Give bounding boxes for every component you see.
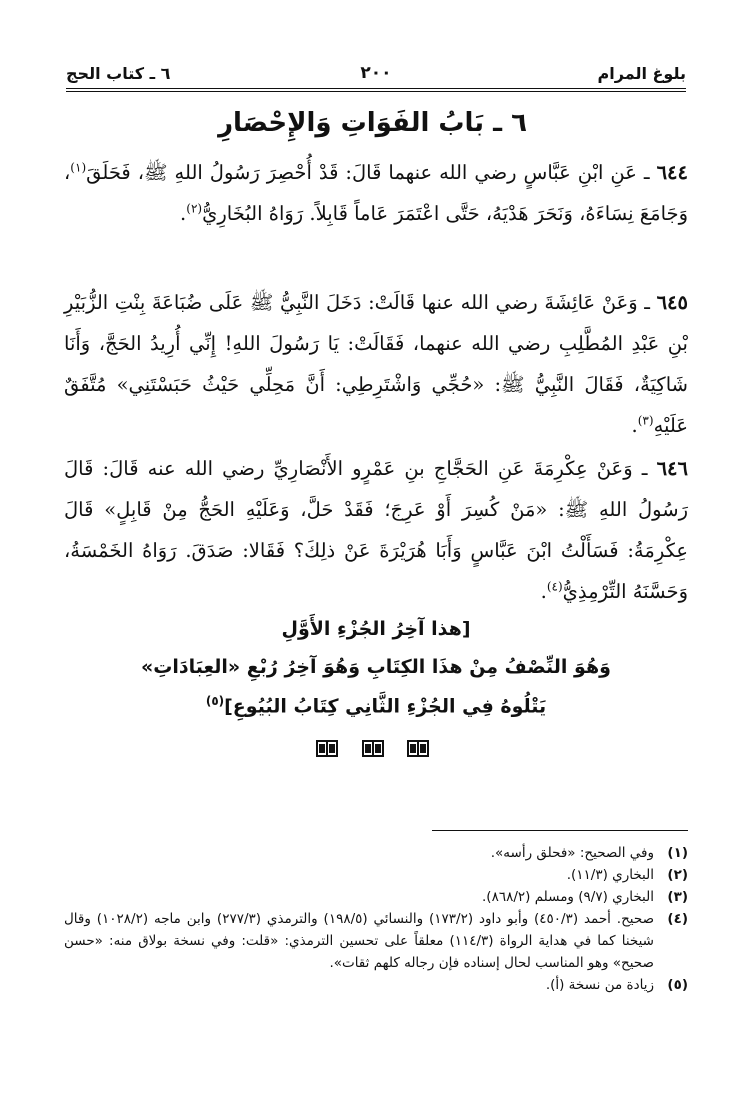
footnote-text: وفي الصحيح: «فحلق رأسه». <box>490 845 654 861</box>
hadith-number: ٦٤٥ <box>656 291 688 314</box>
footnote-item <box>64 864 688 886</box>
hadith-text: ـ عَنِ ابْنِ عَبَّاسٍ رضي الله عنهما قَالَ: قَدْ أُحْصِرَ رَسُولُ اللهِ ﷺ، فَحَلَقَ <box>86 161 657 184</box>
footnote-ref[interactable]: (١) <box>70 160 87 175</box>
footnote-item <box>64 908 688 974</box>
footnote-item <box>64 842 688 864</box>
footnote-text: البخاري (١١/٣). <box>566 867 654 883</box>
closing-line-3-text: يَتْلُوهُ فِي الجُزْءِ الثَّانِي كِتَابُ البُيُوعِ] <box>224 695 547 718</box>
closing-line-1: [هذا آخِرُ الجُزْءِ الأَوَّلِ <box>281 618 471 640</box>
running-header <box>66 58 686 88</box>
hadith-text-end: . <box>631 414 638 437</box>
footnote-item <box>64 886 688 908</box>
hadith-text: ، وَجَامَعَ نِسَاءَهُ، وَنَحَرَ هَدْيَهُ، حَتَّى اعْتَمَرَ عَاماً قَابِلاً. رَوَاهُ البُخَارِيُّ <box>64 161 688 225</box>
ornament-row <box>0 740 745 761</box>
hadith-number: ٦٤٤ <box>656 161 688 184</box>
page-number: ٢٠٠ <box>360 63 392 83</box>
chapter-name: ٦ ـ كتاب الحج <box>66 63 171 83</box>
book-ornament-icon <box>407 740 429 757</box>
hadith-text: ـ وَعَنْ عَائِشَةَ رضي الله عنها قَالَتْ: دَخَلَ النَّبِيُّ ﷺ عَلَى ضُبَاعَةَ بِنْتِ الزُّبَيْرِ بْنِ عَبْدِ المُطَّلِبِ رضي الله عنهما، فَقَالَتْ: يَا رَسُولَ اللهِ! إِنِّي أُرِيدُ الحَجَّ، وَأَنَا شَاكِيَةٌ، فَقَالَ النَّبِيُّ ﷺ: «حُجِّي وَاشْتَرِطِي: أَنَّ مَحِلِّي حَيْثُ حَبَسْتَنِي» مُتَّفَقٌ عَلَيْهِ <box>64 291 688 437</box>
footnote-number: (٢) <box>667 867 688 883</box>
chapter-title: ٦ ـ بَابُ الفَوَاتِ وَالإِحْصَارِ <box>218 108 527 138</box>
hadith-text-end: . <box>180 202 187 225</box>
hadith-text: ـ وَعَنْ عِكْرِمَةَ عَنِ الحَجَّاجِ بنِ عَمْرٍو الأَنْصَارِيِّ رضي الله عنه قَالَ: قَالَ رَسُولُ اللهِ ﷺ: «مَنْ كُسِرَ أَوْ عَرِجَ؛ فَقَدْ حَلَّ، وَعَلَيْهِ الحَجُّ مِنْ قَابِلٍ» قَالَ عِكْرِمَةُ: فَسَأَلْتُ ابْنَ عَبَّاسٍ وَأَبَا هُرَيْرَةَ عَنْ ذلِكَ؟ فَقَالا: صَدَقَ. رَوَاهُ الخَمْسَةُ، وَحَسَّنَهُ التِّرْمِذِيُّ <box>64 457 688 603</box>
footnote-number: (٤) <box>667 911 688 927</box>
book-ornament-icon <box>362 740 384 757</box>
footnote-item <box>64 974 688 996</box>
footnotes <box>64 842 688 996</box>
closing-line-2: وَهُوَ النِّصْفُ مِنْ هذَا الكِتَابِ وَهُوَ آخِرُ رُبْعِ «العِبَادَاتِ» <box>141 656 611 678</box>
footnote-ref[interactable]: (٥) <box>205 694 225 708</box>
header-rule <box>66 88 686 89</box>
hadith-645 <box>64 282 688 446</box>
hadith-text-end: . <box>540 580 547 603</box>
book-ornament-icon <box>316 740 338 757</box>
footnote-text: البخاري (٩/٧) ومسلم (٨٦٨/٢). <box>482 889 654 905</box>
closing-line-3 <box>64 694 688 717</box>
footnote-number: (٥) <box>667 977 688 993</box>
footnote-separator <box>432 830 688 831</box>
footnote-text: زيادة من نسخة (أ). <box>545 977 654 993</box>
footnote-text: صحيح. أحمد (٤٥٠/٣) وأبو داود (١٧٣/٢) والنسائي (١٩٨/٥) والترمذي (٢٧٧/٣) وابن ماجه (١٠٢٨/٢) وقال شيخنا كما في هداية الرواة (١١٤/٣) معلقاً على تحسين الترمذي: «قلت: وفي نسخة بولاق منه: «حسن صحيح» وهو المناسب لحال إسناده فإن رجاله كلهم ثقات». <box>64 911 655 971</box>
footnote-ref[interactable]: (٣) <box>637 413 654 428</box>
footnote-ref[interactable]: (٢) <box>186 201 203 216</box>
header-rule-2 <box>66 91 686 92</box>
hadith-number: ٦٤٦ <box>656 457 688 480</box>
hadith-644 <box>64 152 688 234</box>
book-title: بلوغ المرام <box>597 63 686 83</box>
hadith-646 <box>64 448 688 612</box>
footnote-number: (١) <box>667 845 688 861</box>
footnote-number: (٣) <box>667 889 688 905</box>
footnote-ref[interactable]: (٤) <box>546 579 563 594</box>
